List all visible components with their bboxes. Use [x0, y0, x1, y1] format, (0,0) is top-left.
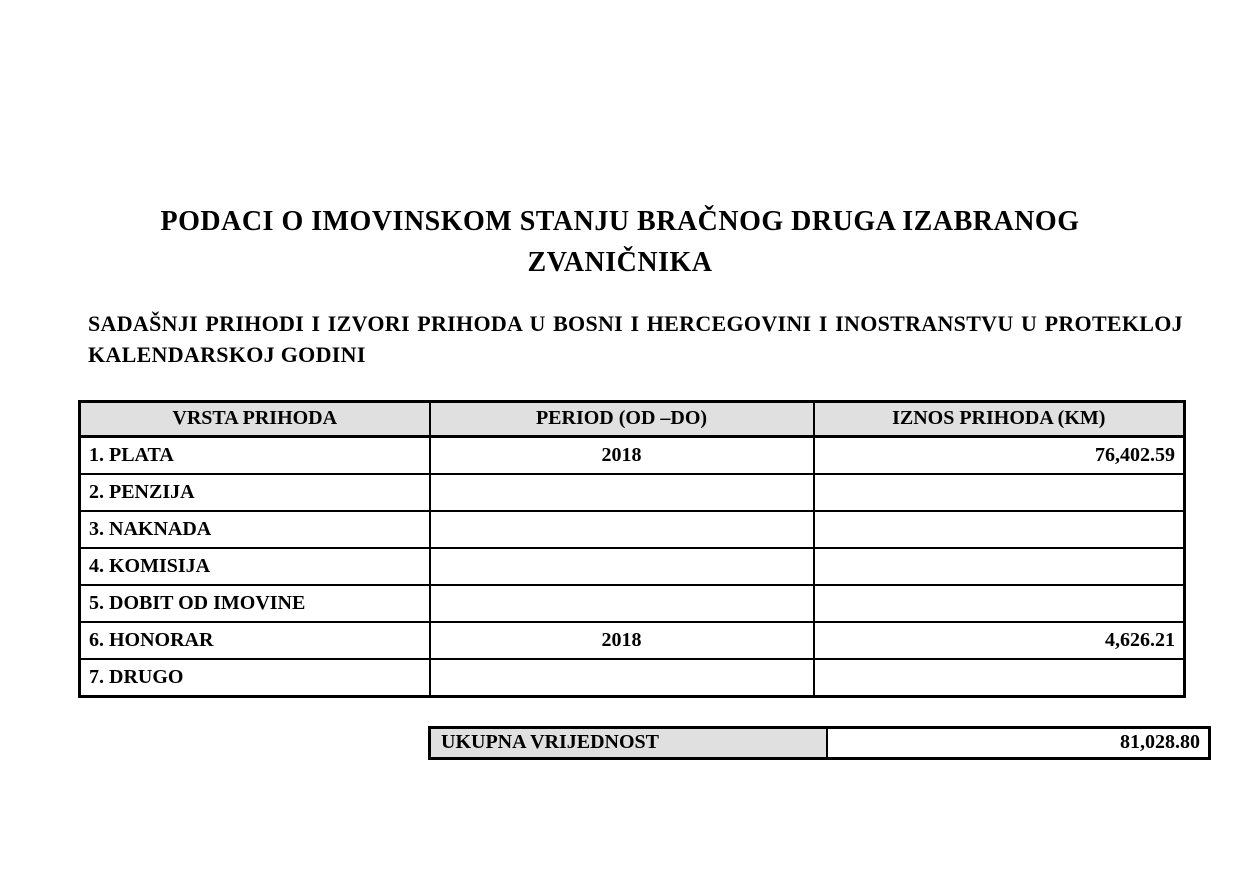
total-table	[428, 726, 1211, 760]
amount-cell: 4,626.21	[814, 622, 1185, 659]
table-row	[80, 548, 1185, 585]
income-table-header-row	[80, 401, 1185, 436]
column-header-period: PERIOD (OD –DO)	[430, 401, 814, 436]
income-table	[78, 400, 1186, 698]
period-cell	[430, 474, 814, 511]
column-header-income-type: VRSTA PRIHODA	[80, 401, 430, 436]
table-row	[80, 585, 1185, 622]
table-row	[80, 436, 1185, 474]
period-cell	[430, 585, 814, 622]
page-title	[0, 0, 1240, 283]
period-cell	[430, 548, 814, 585]
income-type-cell: 3. NAKNADA	[80, 511, 430, 548]
income-type-cell: 6. HONORAR	[80, 622, 430, 659]
period-cell: 2018	[430, 622, 814, 659]
period-cell	[430, 511, 814, 548]
period-cell	[430, 659, 814, 697]
table-row	[80, 511, 1185, 548]
amount-cell	[814, 511, 1185, 548]
page-title-line-1: PODACI O IMOVINSKOM STANJU BRAČNOG DRUGA IZABRANOG	[160, 206, 1080, 237]
total-row	[430, 727, 1210, 758]
total-value-cell: 81,028.80	[827, 727, 1210, 758]
amount-cell	[814, 585, 1185, 622]
page-title-line-2: ZVANIČNIKA	[527, 246, 713, 278]
period-cell: 2018	[430, 436, 814, 474]
amount-cell	[814, 659, 1185, 697]
amount-cell: 76,402.59	[814, 436, 1185, 474]
total-label-cell: UKUPNA VRIJEDNOST	[430, 727, 828, 758]
column-header-amount: IZNOS PRIHODA (KM)	[814, 401, 1185, 436]
section-heading: SADAŠNJI PRIHODI I IZVORI PRIHODA U BOSNI I HERCEGOVINI I INOSTRANSTVU U PROTEKLOJ KALENDARSKOJ GODINI	[88, 311, 1183, 367]
income-type-cell: 1. PLATA	[80, 436, 430, 474]
table-row	[80, 659, 1185, 697]
income-type-cell: 5. DOBIT OD IMOVINE	[80, 585, 430, 622]
table-row	[80, 622, 1185, 659]
amount-cell	[814, 474, 1185, 511]
table-row	[80, 474, 1185, 511]
amount-cell	[814, 548, 1185, 585]
income-type-cell: 7. DRUGO	[80, 659, 430, 697]
income-type-cell: 2. PENZIJA	[80, 474, 430, 511]
income-type-cell: 4. KOMISIJA	[80, 548, 430, 585]
